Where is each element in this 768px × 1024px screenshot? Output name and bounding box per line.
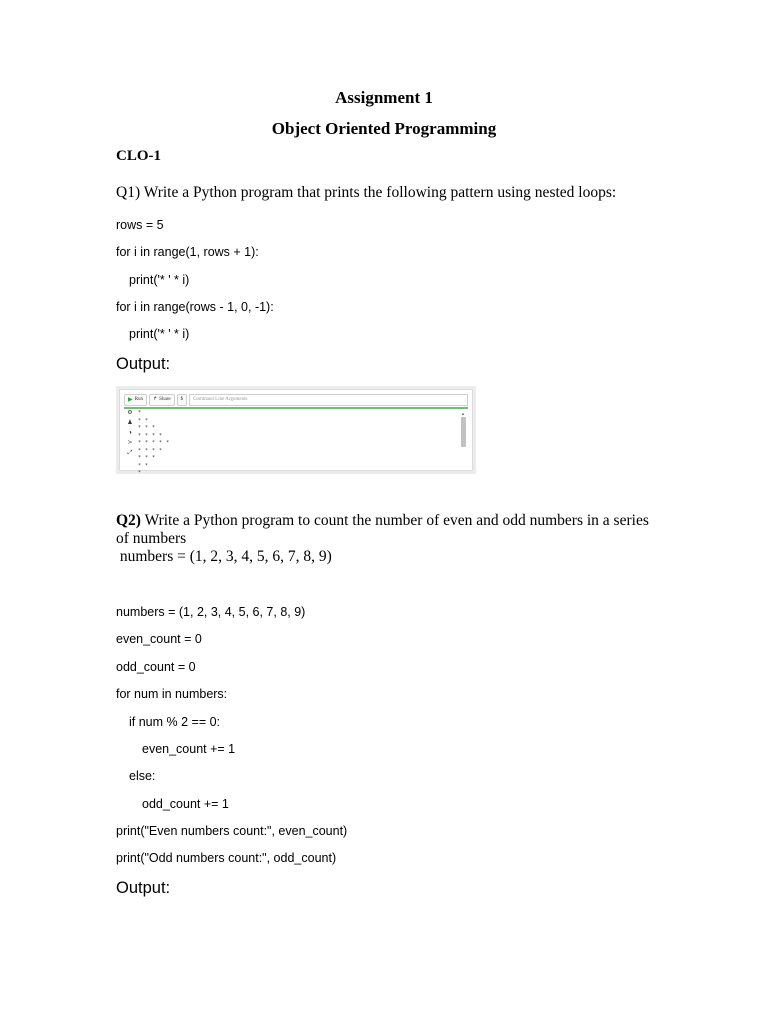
code-line: rows = 5 <box>116 218 164 232</box>
compiler-toolbar <box>124 393 468 406</box>
theme-icon[interactable]: ◑ <box>128 430 132 436</box>
dollar-button[interactable]: $ <box>177 394 188 406</box>
run-button[interactable] <box>124 394 147 406</box>
compiler-sidebar <box>124 410 136 468</box>
scroll-thumb[interactable] <box>461 417 466 447</box>
output-screenshot <box>116 386 476 474</box>
code-line: even_count += 1 <box>142 742 236 756</box>
console-output <box>138 410 458 476</box>
run-label: Run <box>134 396 143 402</box>
expand-icon[interactable]: ⤢ <box>127 450 133 456</box>
output-label: Output: <box>116 879 171 897</box>
code-line: for i in range(1, rows + 1): <box>116 245 259 259</box>
code-line: print('* ' * i) <box>129 327 190 341</box>
terminal-icon[interactable]: ≻ <box>127 440 133 446</box>
console-line: * <box>138 410 142 416</box>
code-line: odd_count = 0 <box>116 660 196 674</box>
console-line: * <box>138 470 142 476</box>
q2-text-line3: numbers = (1, 2, 3, 4, 5, 6, 7, 8, 9) <box>116 548 332 565</box>
console-line: * * * <box>138 455 156 461</box>
code-line: numbers = (1, 2, 3, 4, 5, 6, 7, 8, 9) <box>116 605 306 619</box>
code-line: odd_count += 1 <box>142 797 229 811</box>
code-line: for num in numbers: <box>116 687 228 701</box>
q2-text-line1 <box>116 512 649 530</box>
share-label: Share <box>159 396 171 402</box>
command-line-input[interactable]: Command Line Arguments <box>189 394 468 406</box>
gear-icon[interactable]: ⚙ <box>127 410 133 416</box>
code-line: print("Even numbers count:", even_count) <box>116 824 348 838</box>
share-icon: ↱ <box>152 396 158 402</box>
share-button[interactable] <box>149 394 175 406</box>
code-line: else: <box>129 769 156 783</box>
console-line: * * <box>138 417 149 424</box>
code-line: print('* ' * i) <box>129 273 190 287</box>
q2-text-line2: of numbers <box>116 530 187 547</box>
page-title: Assignment 1 <box>335 88 433 107</box>
q1-text: Q1) Write a Python program that prints the following pattern using nested loops: <box>116 184 617 201</box>
code-line: print("Odd numbers count:", odd_count) <box>116 851 337 865</box>
console-line: * * * <box>138 425 156 431</box>
q2-text: Write a Python program to count the number of even and odd numbers in a series <box>140 512 649 529</box>
user-icon[interactable]: ♟ <box>127 420 133 426</box>
progress-line <box>124 407 468 409</box>
code-line: even_count = 0 <box>116 632 202 646</box>
console-line: * * <box>138 462 149 469</box>
code-line: if num % 2 == 0: <box>129 715 221 729</box>
play-icon: ▶ <box>128 396 133 403</box>
console-line: * * * * * <box>138 440 170 446</box>
console-line: * * * * <box>138 432 163 439</box>
output-label: Output: <box>116 355 171 373</box>
q2-label: Q2) <box>116 512 141 529</box>
console-line: * * * * <box>138 447 163 454</box>
page-subtitle: Object Oriented Programming <box>271 119 497 138</box>
code-line: for i in range(rows - 1, 0, -1): <box>116 300 274 314</box>
scroll-up-icon[interactable]: ▲ <box>461 411 465 416</box>
clo-label: CLO-1 <box>116 148 161 164</box>
console-scrollbar[interactable] <box>460 411 466 467</box>
